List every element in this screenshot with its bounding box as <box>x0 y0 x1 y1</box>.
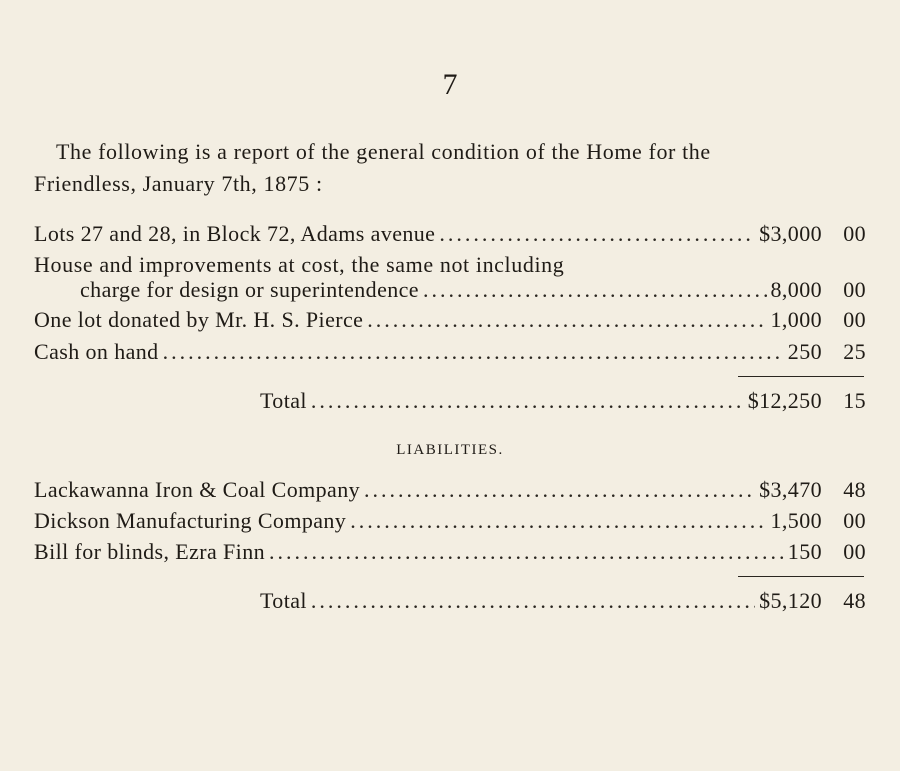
liability-amount: 1,500 00 <box>770 508 866 533</box>
leader-dots <box>367 307 766 333</box>
liability-row <box>34 539 866 565</box>
asset-label-line: House and improvements at cost, the same not including <box>34 252 565 277</box>
leader-dots <box>439 221 755 247</box>
intro-paragraph <box>34 136 866 200</box>
asset-row <box>34 221 866 247</box>
asset-row <box>34 307 866 333</box>
asset-amount: 250 25 <box>787 339 866 364</box>
leader-dots <box>163 339 784 365</box>
liabilities-total-row <box>260 588 866 614</box>
liability-amount: 150 00 <box>787 539 866 564</box>
asset-label: Lots 27 and 28, in Block 72, Adams avenue <box>34 221 436 246</box>
liability-label: Bill for blinds, Ezra Finn <box>34 539 265 564</box>
total-label: Total <box>260 588 307 613</box>
liability-row <box>34 508 866 534</box>
leader-dots <box>311 588 755 614</box>
total-rule <box>738 376 864 377</box>
leader-dots <box>311 388 744 414</box>
liability-label: Dickson Manufacturing Company <box>34 508 347 533</box>
assets-total-row <box>260 388 866 414</box>
asset-amount: 1,000 00 <box>770 307 866 332</box>
asset-label: charge for design or superintendence <box>80 277 419 302</box>
total-amount: $5,120 48 <box>759 588 866 613</box>
liabilities-heading: LIABILITIES. <box>396 442 504 458</box>
leader-dots <box>350 508 766 534</box>
asset-label: One lot donated by Mr. H. S. Pierce <box>34 307 364 332</box>
asset-amount: $3,000 00 <box>759 221 866 246</box>
leader-dots <box>364 477 755 503</box>
total-rule <box>738 576 864 577</box>
liability-label: Lackawanna Iron & Coal Company <box>34 477 361 502</box>
liability-amount: $3,470 48 <box>759 477 866 502</box>
total-label: Total <box>260 388 307 413</box>
asset-label: Cash on hand <box>34 339 159 364</box>
page-number: 7 <box>442 68 458 101</box>
intro-line-2: Friendless, January 7th, 1875 : <box>34 171 323 196</box>
leader-dots <box>423 277 767 303</box>
asset-amount: 8,000 00 <box>770 277 866 302</box>
total-amount: $12,250 15 <box>747 388 866 413</box>
leader-dots <box>269 539 784 565</box>
asset-row <box>80 277 866 303</box>
asset-row <box>34 339 866 365</box>
intro-line-1: The following is a report of the general condition of the Home for the <box>56 139 711 164</box>
liability-row <box>34 477 866 503</box>
